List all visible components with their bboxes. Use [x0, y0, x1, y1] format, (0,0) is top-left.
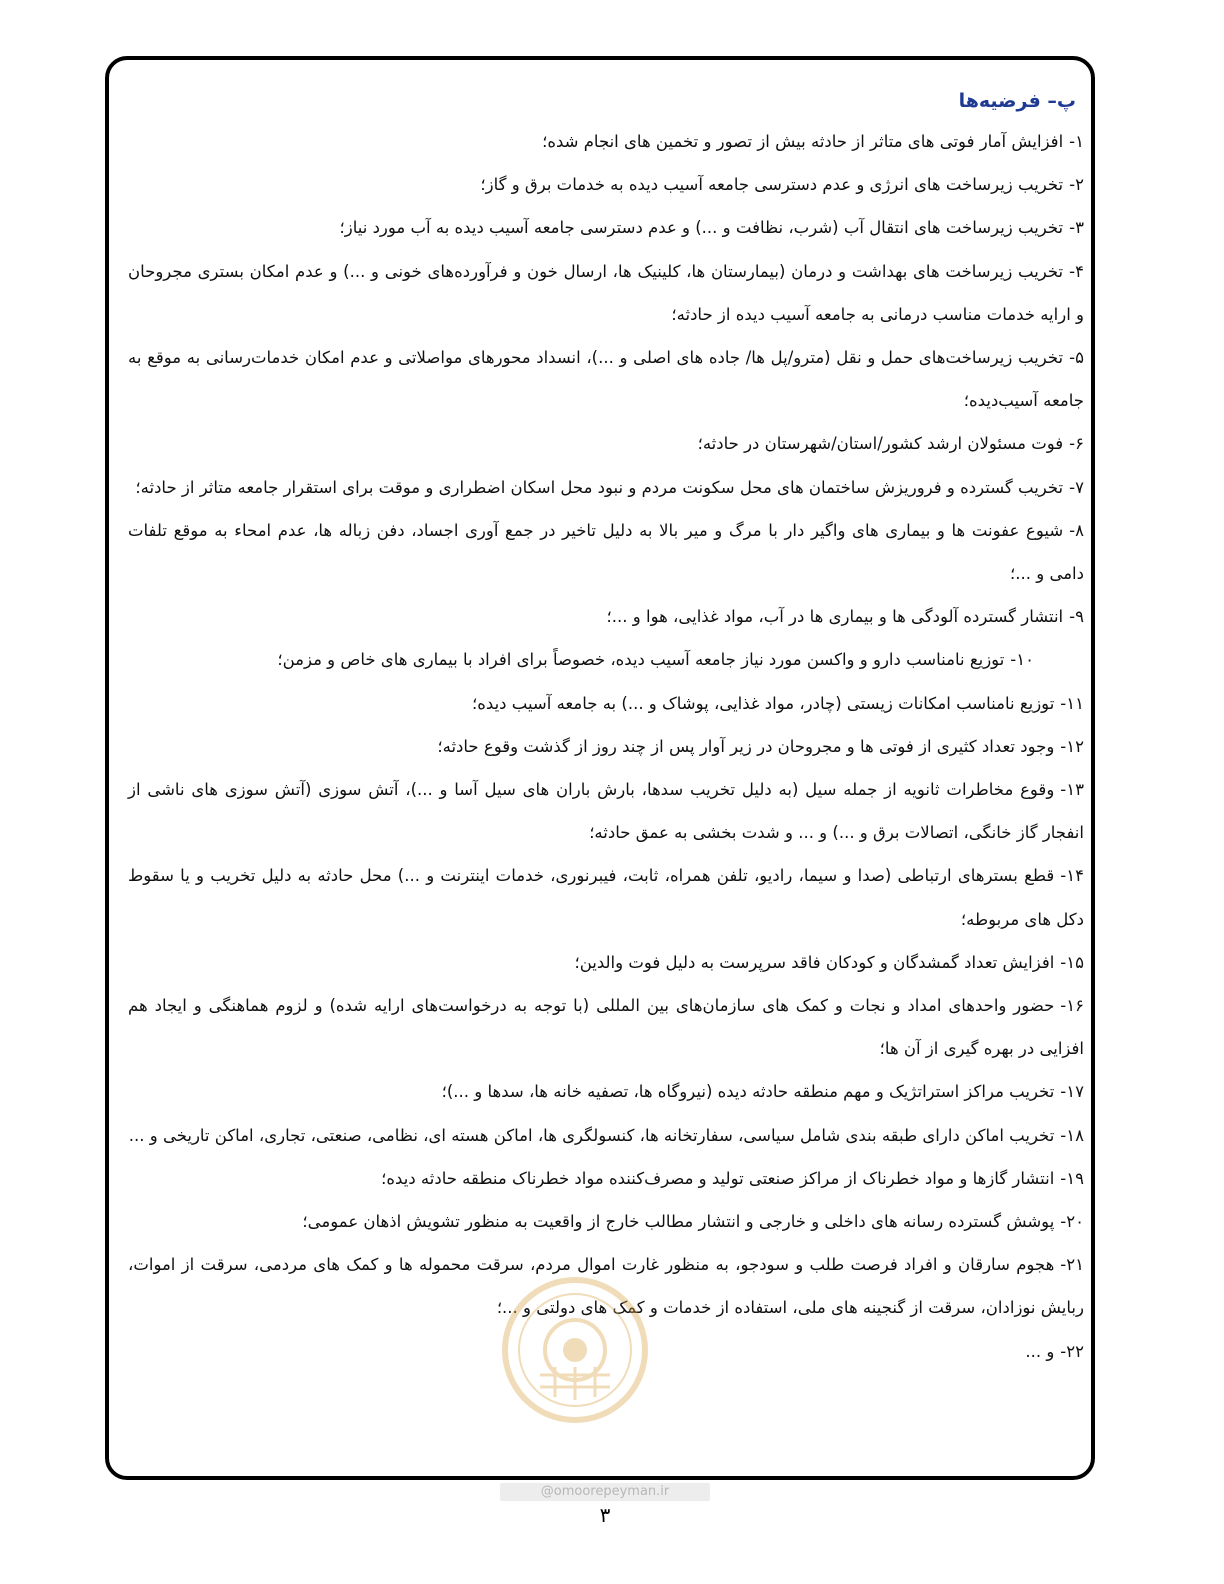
hypothesis-number: ۹-: [1069, 607, 1084, 627]
hypothesis-number: ۱۸-: [1060, 1125, 1084, 1145]
hypothesis-item: [128, 1243, 1084, 1329]
hypothesis-text: وقوع مخاطرات ثانویه از جمله سیل (به دلیل تخریب سدها، بارش باران های سیل آسا و ...)، آتش سوزی (آتش سوزی های ناشی از انفجار گاز خانگی، اتصالات برق و ...) و ... و شدت بخشی به عمق حادثه؛: [128, 780, 1084, 843]
hypothesis-number: ۱۰-: [1010, 650, 1034, 670]
hypothesis-text: افزایش آمار فوتی های متاثر از حادثه بیش از تصور و تخمین های انجام شده؛: [542, 132, 1064, 151]
hypothesis-item: [128, 422, 1084, 465]
hypothesis-item: [128, 1114, 1084, 1157]
hypothesis-item: [128, 682, 1084, 725]
hypothesis-item: [128, 768, 1084, 854]
hypothesis-number: ۱۲-: [1060, 736, 1084, 756]
hypothesis-text: تخریب زیرساخت های انتقال آب (شرب، نظافت و ...) و عدم دسترسی جامعه آسیب دیده به آب مورد نیاز؛: [339, 218, 1064, 238]
hypothesis-number: ۲۱-: [1060, 1255, 1084, 1275]
hypothesis-number: ۱۶-: [1060, 996, 1084, 1016]
hypothesis-text: تخریب اماکن دارای طبقه بندی شامل سیاسی، سفارتخانه ها، کنسولگری ها، اماکن هسته ای، نظامی، صنعتی، تجاری، اماکن تاریخی و ...: [128, 1125, 1055, 1145]
hypothesis-item: [128, 984, 1084, 1070]
hypothesis-item: [128, 163, 1084, 206]
hypothesis-text: وجود تعداد کثیری از فوتی ها و مجروحان در زیر آوار پس از چند روز از گذشت وقوع حادثه؛: [437, 736, 1055, 756]
hypothesis-number: ۲۲-: [1060, 1341, 1084, 1361]
hypothesis-item: [128, 1157, 1084, 1200]
hypothesis-text: توزیع نامناسب امکانات زیستی (چادر، مواد غذایی، پوشاک و ...) به جامعه آسیب دیده؛: [472, 693, 1055, 713]
hypothesis-number: ۱۵-: [1060, 952, 1084, 972]
hypothesis-item: [128, 1070, 1084, 1113]
hypothesis-number: ۷-: [1069, 477, 1084, 497]
hypothesis-number: ۱۱-: [1060, 693, 1084, 713]
hypothesis-text: حضور واحدهای امداد و نجات و کمک های سازمان‌های بین المللی (با توجه به درخواست‌های ارایه شده) و لزوم هماهنگی و ایجاد هم افزایی در بهره گیری از آن ها؛: [128, 996, 1084, 1059]
hypothesis-text: انتشار گازها و مواد خطرناک از مراکز صنعتی تولید و مصرف‌کننده مواد خطرناک منطقه حادثه دیده؛: [381, 1168, 1055, 1188]
hypothesis-item: [128, 1200, 1084, 1243]
hypothesis-text: هجوم سارقان و افراد فرصت طلب و سودجو، به منظور غارت اموال مردم، سرقت محموله ها و کمک های مردمی، سرقت از اموات، ربایش نوزادان، سرقت از گنجینه های ملی، استفاده از خدمات و کمک های دولتی و ...؛: [128, 1255, 1084, 1318]
hypothesis-item: [128, 638, 1084, 681]
hypothesis-number: ۱۳-: [1060, 780, 1084, 800]
hypothesis-item: [128, 595, 1084, 638]
hypothesis-item: [128, 1330, 1084, 1373]
hypothesis-text: توزیع نامناسب دارو و واکسن مورد نیاز جامعه آسیب دیده، خصوصاً برای افراد با بیماری های خاص و مزمن؛: [277, 650, 1005, 670]
hypothesis-number: ۶-: [1069, 434, 1084, 454]
hypothesis-number: ۳-: [1069, 218, 1084, 238]
hypothesis-item: [128, 854, 1084, 940]
hypothesis-number: ۱۷-: [1060, 1082, 1084, 1102]
hypothesis-number: ۸-: [1069, 520, 1084, 540]
hypothesis-text: تخریب زیرساخت های بهداشت و درمان (بیمارستان ها، کلینیک ها، ارسال خون و فرآورده‌های خونی و ...) و عدم امکان بستری مجروحان و ارایه خدمات مناسب درمانی به جامعه آسیب دیده از حادثه؛: [128, 261, 1084, 324]
hypothesis-number: ۲۰-: [1060, 1212, 1084, 1232]
hypothesis-item: [128, 509, 1084, 595]
hypothesis-item: [128, 206, 1084, 249]
hypothesis-item: [128, 725, 1084, 768]
page-number: ۳: [599, 1503, 611, 1527]
hypothesis-item: [128, 120, 1084, 163]
hypothesis-number: ۱-: [1069, 132, 1084, 151]
watermark-url: @omoorepeyman.ir: [500, 1483, 710, 1501]
hypothesis-item: [128, 250, 1084, 336]
hypothesis-text: فوت مسئولان ارشد کشور/استان/شهرستان در حادثه؛: [697, 434, 1064, 454]
hypothesis-text: قطع بسترهای ارتباطی (صدا و سیما، رادیو، تلفن همراه، ثابت، فیبرنوری، خدمات اینترنت و ...) محل حادثه به دلیل تخریب و یا سقوط دکل های مربوطه؛: [128, 866, 1084, 929]
hypothesis-text: و ...: [1025, 1341, 1055, 1361]
hypothesis-text: انتشار گسترده آلودگی ها و بیماری ها در آب، مواد غذایی، هوا و ...؛: [606, 607, 1064, 627]
hypothesis-text: افزایش تعداد گمشدگان و کودکان فاقد سرپرست به دلیل فوت والدین؛: [574, 952, 1055, 972]
hypothesis-number: ۵-: [1069, 348, 1084, 368]
hypothesis-number: ۱۹-: [1060, 1168, 1084, 1188]
document-body: [128, 82, 1084, 1373]
hypothesis-text: تخریب زیرساخت های انرژی و عدم دسترسی جامعه آسیب دیده به خدمات برق و گاز؛: [480, 175, 1064, 195]
hypothesis-text: شیوع عفونت ها و بیماری های واگیر دار با مرگ و میر بالا به دلیل تاخیر در جمع آوری اجساد، دفن زباله ها، عدم امحاء به موقع تلفات دامی و ...؛: [128, 520, 1084, 584]
hypothesis-number: ۲-: [1069, 175, 1084, 195]
hypothesis-text: تخریب زیرساخت‌های حمل و نقل (مترو/پل ها/ جاده های اصلی و ...)، انسداد محورهای مواصلاتی و عدم امکان خدمات‌رسانی به موقع به جامعه آسیب‌دیده؛: [128, 348, 1084, 411]
section-heading: پ– فرضیه‌ها: [958, 90, 1076, 112]
hypothesis-item: [128, 466, 1084, 509]
hypothesis-text: پوشش گسترده رسانه های داخلی و خارجی و انتشار مطالب خارج از واقعیت به منظور تشویش اذهان عمومی؛: [302, 1212, 1055, 1232]
hypotheses-list: [128, 120, 1084, 1373]
hypothesis-number: ۴-: [1069, 261, 1084, 281]
hypothesis-number: ۱۴-: [1060, 866, 1084, 886]
hypothesis-item: [128, 336, 1084, 422]
hypothesis-text: تخریب گسترده و فروریزش ساختمان های محل سکونت مردم و نبود محل اسکان اضطراری و موقت برای استقرار جامعه متاثر از حادثه؛: [135, 477, 1064, 497]
hypothesis-item: [128, 941, 1084, 984]
hypothesis-text: تخریب مراکز استراتژیک و مهم منطقه حادثه دیده (نیروگاه ها، تصفیه خانه ها، سدها و ...)؛: [441, 1082, 1055, 1102]
